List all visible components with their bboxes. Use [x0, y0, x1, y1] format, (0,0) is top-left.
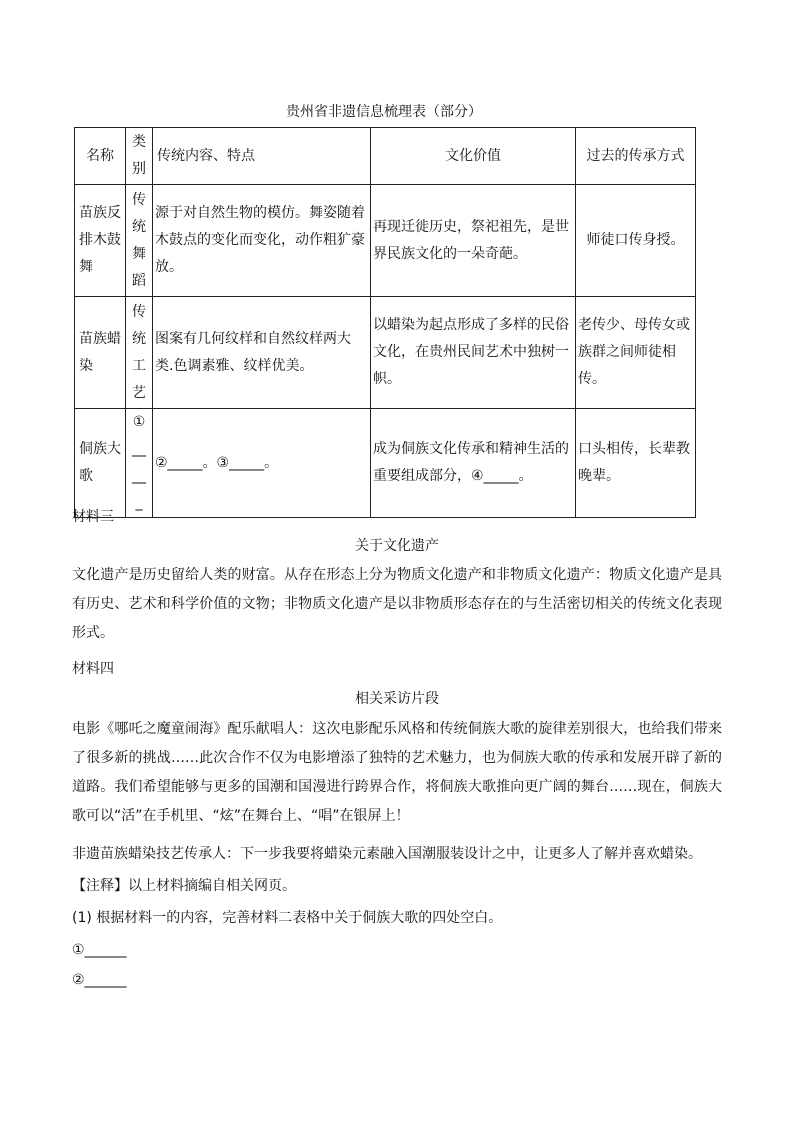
answer-blank[interactable]: ①______: [72, 942, 127, 958]
row-content: 图案有几何纹样和自然纹样两大类.色调素雅、纹样优美。: [153, 297, 371, 409]
row-content-blanks: ②_____。③_____。: [153, 409, 371, 518]
material4-label: 材料四: [72, 661, 114, 677]
row-category: 传统舞蹈: [126, 185, 153, 297]
answer-blank[interactable]: ②______: [72, 972, 127, 988]
question-text: (1) 根据材料一的内容，完善材料二表格中关于侗族大歌的四处空白。: [72, 910, 503, 926]
table-row: [75, 409, 696, 518]
table-row: [75, 297, 696, 409]
table-title: 贵州省非遗信息梳理表（部分）: [286, 104, 482, 120]
row-inheritance: 师徒口传身授。: [576, 185, 696, 297]
row-value: 以蜡染为起点形成了多样的民俗文化，在贵州民间艺术中独树一帜。: [371, 297, 576, 409]
material4-text1: 电影《哪吒之魔童闹海》配乐献唱人：这次电影配乐风格和传统侗族大歌的旋律差别很大，也给我们带来了很多新的挑战……此次合作不仅为电影增添了独特的艺术魅力，也为侗族大歌的传承和发展开辟了新的道路。我们希望能够与更多的国潮和国漫进行跨界合作，将侗族大歌推向更广阔的舞台……现在，侗族大歌可以“活”在手机里、“炫”在舞台上、“唱”在银屏上！: [72, 721, 722, 824]
row-content: 源于对自然生物的模仿。舞姿随着木鼓点的变化而变化，动作粗犷豪放。: [153, 185, 371, 297]
source-note: 【注释】以上材料摘编自相关网页。: [72, 878, 296, 894]
material3-text: 文化遗产是历史留给人类的财富。从存在形态上分为物质文化遗产和非物质文化遗产：物质文化遗产是具有历史、艺术和科学价值的文物；非物质文化遗产是以非物质形态存在的与生活密切相关的传统文化表现形式。: [72, 567, 722, 641]
header-content: 传统内容、特点: [153, 128, 371, 185]
row-value: 再现迁徙历史，祭祀祖先，是世界民族文化的一朵奇葩。: [371, 185, 576, 297]
material3-title: 关于文化遗产: [355, 538, 439, 554]
header-name: 名称: [75, 128, 126, 185]
material3-label: 材料三: [72, 509, 114, 525]
row-category: 传统工艺: [126, 297, 153, 409]
row-value: 成为侗族文化传承和精神生活的重要组成部分，④_____。: [371, 409, 576, 518]
row-inheritance: 老传少、母传女或族群之间师徒相传。: [576, 297, 696, 409]
header-inheritance: 过去的传承方式: [576, 128, 696, 185]
table-header-row: [75, 128, 696, 185]
row-inheritance: 口头相传，长辈教晚辈。: [576, 409, 696, 518]
header-value: 文化价值: [371, 128, 576, 185]
material4-title: 相关采访片段: [355, 691, 439, 707]
row-name: 苗族蜡染: [75, 297, 126, 409]
row-name: 侗族大歌: [75, 409, 126, 518]
heritage-table: [74, 127, 696, 518]
row-name: 苗族反排木鼓舞: [75, 185, 126, 297]
header-category: 类别: [126, 128, 153, 185]
material4-text2: 非遗苗族蜡染技艺传承人：下一步我要将蜡染元素融入国潮服装设计之中，让更多人了解并喜欢蜡染。: [72, 846, 702, 862]
row-category-blank: ①_____: [126, 409, 153, 518]
table-row: [75, 185, 696, 297]
